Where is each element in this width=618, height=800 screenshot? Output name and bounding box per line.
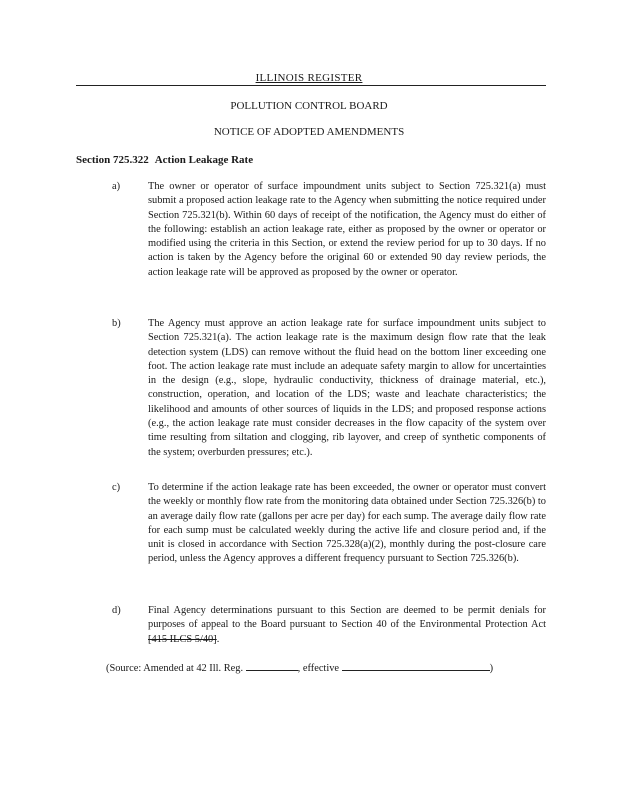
paragraph-text: To determine if the action leakage rate has been exceeded, the owner or operator must convert the weekly or monthly flow rate from the monitoring data obtained under Section 725.326(b) to an average daily flow rate (gallons per acre per day) for each sump. The average daily flow rate for each sump must be calculated weekly during the active life and closure period and, if the unit is closed in accordance with Section 725.328(a)(2), monthly during the post-closure care period, unless the Agency approves a different frequency pursuant to Section 725.326(b). (148, 482, 546, 565)
notice-title: NOTICE OF ADOPTED AMENDMENTS (213, 126, 405, 138)
paragraph-label: b) (112, 318, 121, 329)
register-title: ILLINOIS REGISTER (255, 72, 363, 84)
source-prefix: (Source: Amended at 42 Ill. Reg. (106, 663, 246, 674)
paragraph-text-main: Final Agency determinations pursuant to this Section are deemed to be permit denials for purposes of appeal to the Board pursuant to Section 40 of the Environmental Protection Act (148, 605, 546, 631)
struck-citation: [415 ILCS 5/40] (148, 633, 217, 645)
source-middle: , effective (297, 663, 342, 674)
paragraph-text-end: . (216, 633, 220, 645)
paragraph-label: d) (112, 605, 121, 616)
paragraph-text: The owner or operator of surface impoundment units subject to Section 725.321(a) must submit a proposed action leakage rate to the Agency when submitting the notice required under Section 725.321(b). Within 60 days of receipt of the notification, the Agency must do either of the following: establish an action leakage rate, either as proposed by the owner or operator or modified using the criteria in this Section, or extend the review period for up to 30 days. If no action is taken by the Agency before the original 60 or extended 90 day review periods, the action leakage rate will be approved as proposed by the owner or operator. (148, 181, 546, 278)
section-heading (76, 153, 253, 167)
register-page-blank (246, 659, 298, 671)
section-title: Action Leakage Rate (154, 154, 254, 166)
section-number: Section 725.322 (76, 154, 149, 166)
header-rule (76, 85, 546, 86)
source-suffix: ) (489, 663, 494, 674)
source-note (106, 659, 493, 676)
paragraph-label: a) (112, 181, 121, 192)
paragraph-text (148, 604, 546, 647)
paragraph-label: c) (112, 482, 121, 493)
effective-date-blank (342, 659, 490, 671)
board-title: POLLUTION CONTROL BOARD (230, 100, 388, 112)
paragraph-text: The Agency must approve an action leakage rate for surface impoundment units subject to Section 725.321(a). The action leakage rate is the maximum design flow rate that the leak detection system (LDS) can remove without the fluid head on the bottom liner exceeding one foot. The action leakage rate must include an adequate safety margin to allow for uncertainties in the design (e.g., slope, hydraulic conductivity, thickness of drainage material, etc.), construction, operation, and location of the LDS; waste and leachate characteristics; the likelihood and amounts of other sources of liquids in the LDS; and proposed response actions (e.g., the action leakage rate must consider decreases in the flow capacity of the system over time resulting from siltation and clogging, rib layover, and creep of synthetic components of the system; overburden pressures; etc.). (148, 318, 546, 458)
